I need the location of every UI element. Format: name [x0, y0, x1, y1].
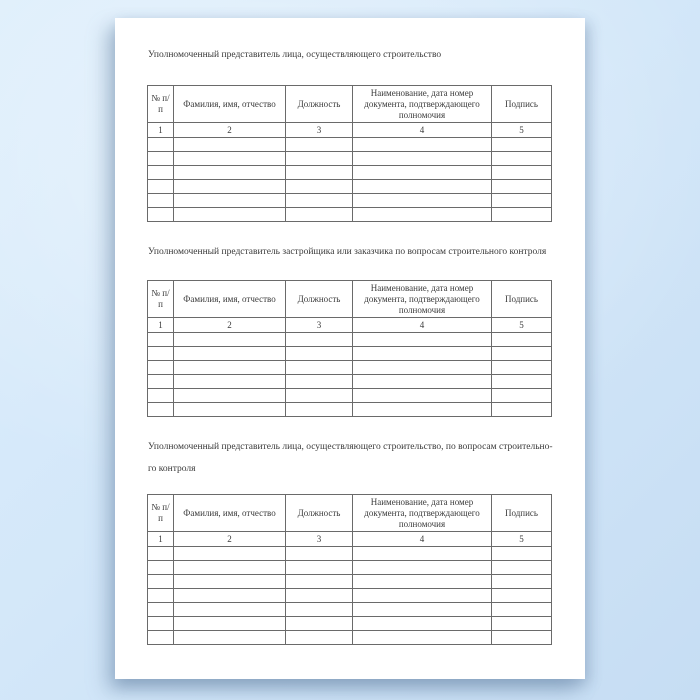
empty-cell: [492, 603, 552, 617]
empty-cell: [174, 389, 286, 403]
empty-cell: [148, 138, 174, 152]
empty-row: [148, 575, 552, 589]
col-header-document: Наименование, дата номер документа, подтверждающего полномочия: [353, 281, 492, 318]
empty-row: [148, 389, 552, 403]
empty-cell: [174, 547, 286, 561]
empty-cell: [174, 361, 286, 375]
empty-cell: [148, 208, 174, 222]
header-row: [148, 281, 552, 318]
empty-cell: [286, 180, 353, 194]
empty-cell: [286, 361, 353, 375]
empty-cell: [174, 617, 286, 631]
empty-cell: [353, 347, 492, 361]
empty-cell: [492, 208, 552, 222]
column-number-cell: 4: [353, 532, 492, 547]
empty-row: [148, 166, 552, 180]
empty-cell: [286, 208, 353, 222]
column-number-cell: 1: [148, 318, 174, 333]
empty-row: [148, 138, 552, 152]
empty-cell: [174, 333, 286, 347]
empty-cell: [492, 194, 552, 208]
empty-cell: [492, 403, 552, 417]
empty-cell: [174, 575, 286, 589]
empty-cell: [353, 166, 492, 180]
header-row: [148, 495, 552, 532]
empty-cell: [353, 180, 492, 194]
empty-cell: [492, 589, 552, 603]
empty-cell: [148, 152, 174, 166]
empty-cell: [492, 138, 552, 152]
empty-cell: [148, 603, 174, 617]
empty-row: [148, 561, 552, 575]
empty-row: [148, 547, 552, 561]
empty-cell: [353, 547, 492, 561]
empty-cell: [492, 152, 552, 166]
col-header-number: № п/п: [148, 281, 174, 318]
col-header-position: Должность: [286, 86, 353, 123]
column-number-cell: 2: [174, 532, 286, 547]
column-number-cell: 4: [353, 318, 492, 333]
empty-cell: [148, 631, 174, 645]
empty-cell: [492, 333, 552, 347]
empty-cell: [492, 347, 552, 361]
column-number-cell: 1: [148, 123, 174, 138]
empty-row: [148, 180, 552, 194]
empty-cell: [286, 631, 353, 645]
col-header-document: Наименование, дата номер документа, подтверждающего полномочия: [353, 495, 492, 532]
empty-cell: [286, 617, 353, 631]
empty-cell: [148, 194, 174, 208]
empty-cell: [353, 603, 492, 617]
empty-cell: [286, 575, 353, 589]
column-number-cell: 1: [148, 532, 174, 547]
empty-cell: [492, 389, 552, 403]
empty-row: [148, 631, 552, 645]
col-header-signature: Подпись: [492, 495, 552, 532]
empty-cell: [174, 603, 286, 617]
col-header-number: № п/п: [148, 86, 174, 123]
empty-cell: [174, 194, 286, 208]
empty-cell: [174, 589, 286, 603]
empty-cell: [286, 375, 353, 389]
empty-cell: [148, 403, 174, 417]
section-1-heading: [148, 49, 575, 61]
empty-cell: [353, 575, 492, 589]
empty-cell: [174, 166, 286, 180]
empty-cell: [174, 208, 286, 222]
empty-row: [148, 603, 552, 617]
header-row: [148, 86, 552, 123]
empty-cell: [148, 180, 174, 194]
empty-cell: [148, 617, 174, 631]
empty-cell: [492, 631, 552, 645]
column-number-cell: 5: [492, 123, 552, 138]
empty-cell: [286, 347, 353, 361]
empty-cell: [174, 403, 286, 417]
empty-cell: [492, 375, 552, 389]
empty-cell: [148, 166, 174, 180]
empty-cell: [174, 152, 286, 166]
empty-cell: [353, 333, 492, 347]
empty-cell: [174, 631, 286, 645]
section-1-representatives-table: [147, 85, 552, 222]
col-header-full-name: Фамилия, имя, отчество: [174, 86, 286, 123]
empty-row: [148, 208, 552, 222]
empty-cell: [148, 361, 174, 375]
empty-cell: [492, 166, 552, 180]
column-number-cell: 3: [286, 318, 353, 333]
column-number-cell: 5: [492, 318, 552, 333]
document-page: [115, 18, 585, 679]
column-number-cell: 3: [286, 532, 353, 547]
col-header-signature: Подпись: [492, 281, 552, 318]
empty-cell: [148, 333, 174, 347]
section-2-heading-line: Уполномоченный представитель застройщика или заказчика по вопросам строительного контроля: [148, 247, 547, 257]
col-header-number: № п/п: [148, 495, 174, 532]
col-header-signature: Подпись: [492, 86, 552, 123]
empty-cell: [148, 547, 174, 561]
empty-cell: [174, 180, 286, 194]
empty-row: [148, 152, 552, 166]
empty-cell: [353, 375, 492, 389]
section-3-heading-line: го контроля: [148, 464, 196, 474]
section-1-heading-line: Уполномоченный представитель лица, осуществляющего строительство: [148, 50, 442, 60]
empty-cell: [353, 631, 492, 645]
section-3-representatives-table: [147, 494, 552, 645]
empty-cell: [353, 138, 492, 152]
column-number-cell: 4: [353, 123, 492, 138]
column-number-cell: 2: [174, 318, 286, 333]
empty-cell: [148, 575, 174, 589]
empty-cell: [492, 361, 552, 375]
col-header-position: Должность: [286, 495, 353, 532]
col-header-full-name: Фамилия, имя, отчество: [174, 281, 286, 318]
empty-cell: [353, 389, 492, 403]
empty-cell: [492, 575, 552, 589]
empty-cell: [353, 617, 492, 631]
empty-cell: [148, 347, 174, 361]
empty-cell: [286, 333, 353, 347]
col-header-document: Наименование, дата номер документа, подтверждающего полномочия: [353, 86, 492, 123]
empty-cell: [286, 403, 353, 417]
empty-row: [148, 589, 552, 603]
empty-cell: [286, 603, 353, 617]
empty-cell: [148, 561, 174, 575]
empty-cell: [286, 389, 353, 403]
empty-cell: [148, 375, 174, 389]
empty-row: [148, 403, 552, 417]
empty-cell: [492, 180, 552, 194]
empty-row: [148, 617, 552, 631]
column-number-cell: 5: [492, 532, 552, 547]
empty-cell: [286, 152, 353, 166]
empty-cell: [286, 166, 353, 180]
empty-row: [148, 375, 552, 389]
empty-row: [148, 333, 552, 347]
empty-cell: [174, 347, 286, 361]
empty-cell: [174, 138, 286, 152]
empty-cell: [492, 561, 552, 575]
column-number-cell: 2: [174, 123, 286, 138]
empty-cell: [286, 561, 353, 575]
empty-cell: [286, 138, 353, 152]
empty-cell: [174, 561, 286, 575]
empty-cell: [353, 194, 492, 208]
empty-cell: [174, 375, 286, 389]
section-3-heading: [148, 441, 575, 475]
empty-cell: [353, 589, 492, 603]
col-header-full-name: Фамилия, имя, отчество: [174, 495, 286, 532]
empty-cell: [148, 589, 174, 603]
empty-cell: [353, 152, 492, 166]
empty-cell: [353, 561, 492, 575]
empty-cell: [286, 547, 353, 561]
empty-cell: [353, 403, 492, 417]
empty-row: [148, 194, 552, 208]
column-number-row: [148, 318, 552, 333]
column-number-cell: 3: [286, 123, 353, 138]
section-2-heading: [148, 246, 575, 258]
section-2-representatives-table: [147, 280, 552, 417]
col-header-position: Должность: [286, 281, 353, 318]
column-number-row: [148, 532, 552, 547]
empty-cell: [148, 389, 174, 403]
empty-cell: [492, 547, 552, 561]
empty-cell: [286, 589, 353, 603]
empty-cell: [353, 208, 492, 222]
empty-row: [148, 361, 552, 375]
empty-row: [148, 347, 552, 361]
empty-cell: [353, 361, 492, 375]
column-number-row: [148, 123, 552, 138]
empty-cell: [286, 194, 353, 208]
section-3-heading-line: Уполномоченный представитель лица, осуществляющего строительство, по вопросам строительно-: [148, 442, 553, 452]
empty-cell: [492, 617, 552, 631]
